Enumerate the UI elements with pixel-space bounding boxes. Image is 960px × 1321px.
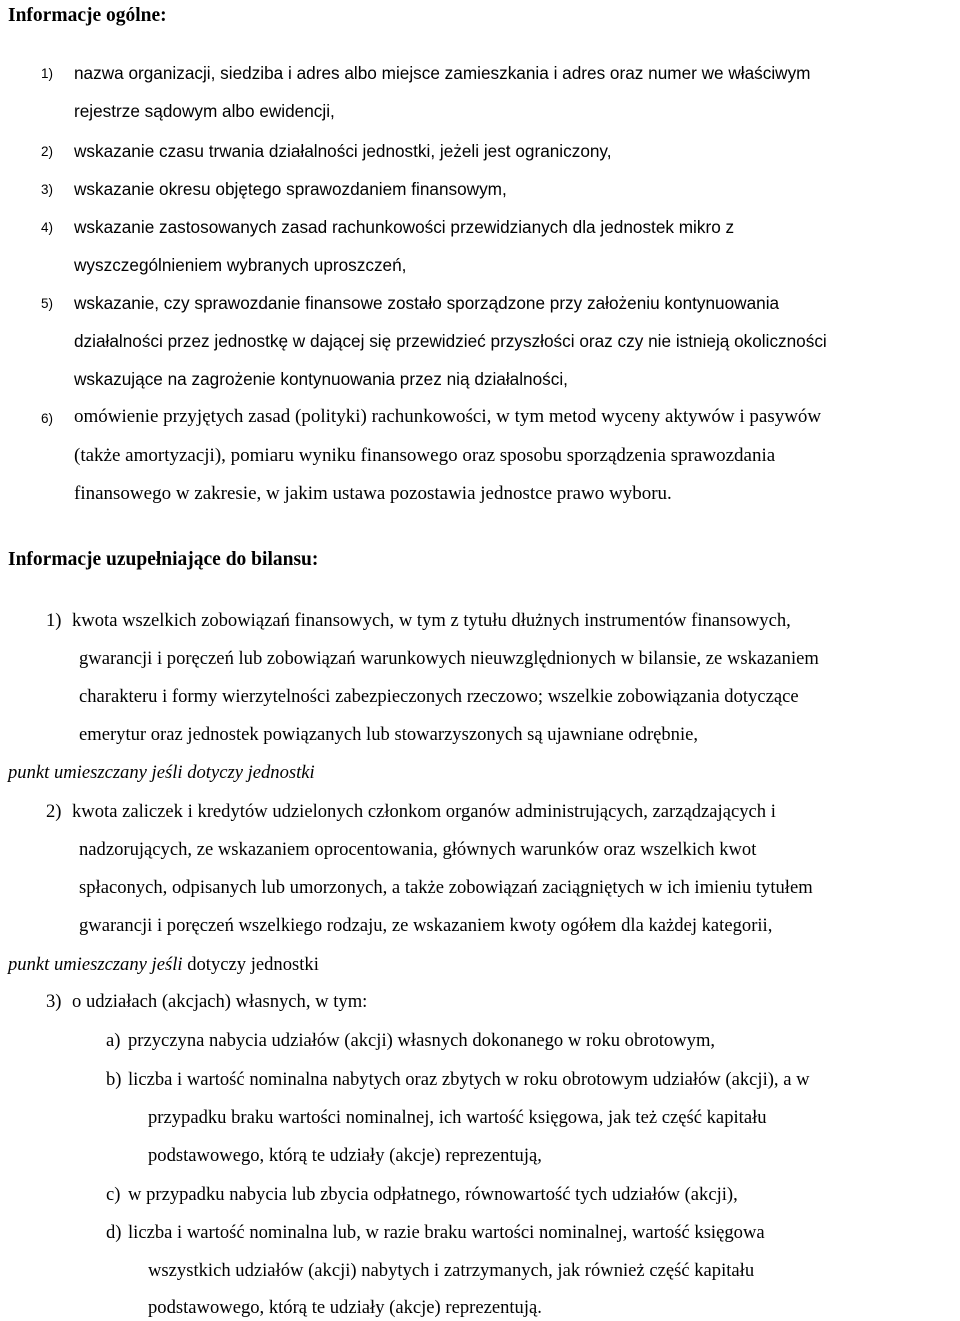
item-text: nazwa organizacji, siedziba i adres albo miejsce zamieszkania i adres oraz numer we właściwym [74,63,811,83]
item-number: 2) [41,144,54,159]
item-text: (także amortyzacji), pomiaru wyniku finansowego oraz sposobu sporządzenia sprawozdania [74,445,776,466]
item-text: wskazanie zastosowanych zasad rachunkowości przewidzianych dla jednostek mikro z [74,217,735,237]
sub-item-text: liczba i wartość nominalna nabytych oraz zbytych w roku obrotowym udziałów (akcji), a w [128,1069,810,1090]
item-number: 1) [46,610,62,631]
sub-item-text: podstawowego, którą te udziały (akcje) reprezentują. [148,1297,542,1318]
sub-item-text: przypadku braku wartości nominalnej, ich wartość księgowa, jak też część kapitału [148,1107,767,1128]
item-number: 5) [41,296,54,311]
item-text: charakteru i formy wierzytelności zabezpieczonych rzeczowo; wszelkie zobowiązania dotyczące [79,686,799,707]
item-number: 4) [41,220,54,235]
section-heading-general: Informacje ogólne: [8,5,167,26]
item-text: wskazanie, czy sprawozdanie finansowe zostało sporządzone przy założeniu kontynuowania [74,293,780,313]
item-text: gwarancji i poręczeń lub zobowiązań warunkowych nieuwzględnionych w bilansie, ze wskazaniem [79,648,819,669]
item-text: wskazanie okresu objętego sprawozdaniem finansowym, [74,179,507,199]
item-text: nadzorujących, ze wskazaniem oprocentowania, głównych warunków oraz wszelkich kwot [79,839,757,860]
note-regular-part: dotyczy jednostki [182,954,319,975]
sub-item-text: w przypadku nabycia lub zbycia odpłatnego, równowartość tych udziałów (akcji), [128,1184,738,1205]
item-number: 1) [41,66,54,81]
applicability-note [8,956,319,975]
item-text: rejestrze sądowym albo ewidencji, [74,101,335,121]
sub-item-letter: b) [106,1069,122,1090]
item-text: finansowego w zakresie, w jakim ustawa pozostawia jednostce prawo wyboru. [74,483,672,504]
item-text: spłaconych, odpisanych lub umorzonych, a także zobowiązań zaciągniętych w ich imieniu tytułem [79,877,813,898]
item-text: kwota wszelkich zobowiązań finansowych, w tym z tytułu dłużnych instrumentów finansowych, [72,610,791,631]
sub-item-letter: d) [106,1222,122,1243]
sub-item-text: liczba i wartość nominalna lub, w razie braku wartości nominalnej, wartość księgowa [128,1222,765,1243]
item-text: wyszczególnieniem wybranych uproszczeń, [74,255,407,275]
item-text: o udziałach (akcjach) własnych, w tym: [72,991,368,1012]
item-text: wskazujące na zagrożenie kontynuowania przez nią działalności, [74,369,568,389]
item-text: gwarancji i poręczeń wszelkiego rodzaju, ze wskazaniem kwoty ogółem dla każdej kategorii, [79,915,773,936]
section-heading-balance: Informacje uzupełniające do bilansu: [8,549,319,570]
item-text: emerytur oraz jednostek powiązanych lub stowarzyszonych są ujawniane odrębnie, [79,724,699,745]
sub-item-text: wszystkich udziałów (akcji) nabytych i zatrzymanych, jak również część kapitału [148,1260,755,1281]
item-number: 3) [41,182,54,197]
item-number: 2) [46,801,62,822]
item-text: działalności przez jednostkę w dającej się przewidzieć przyszłości oraz czy nie istnieją okoliczności [74,331,827,351]
sub-item-text: podstawowego, którą te udziały (akcje) reprezentują, [148,1145,542,1166]
sub-item-text: przyczyna nabycia udziałów (akcji) własnych dokonanego w roku obrotowym, [128,1030,716,1051]
note-italic-part: punkt umieszczany jeśli [8,954,183,975]
sub-item-letter: c) [106,1184,121,1205]
sub-item-letter: a) [106,1030,121,1051]
applicability-note: punkt umieszczany jeśli dotyczy jednostki [8,762,315,783]
item-text: kwota zaliczek i kredytów udzielonych członkom organów administrujących, zarządzających i [72,801,776,822]
item-text: wskazanie czasu trwania działalności jednostki, jeżeli jest ograniczony, [74,141,612,161]
item-number: 3) [46,991,62,1012]
item-number: 6) [41,411,54,426]
item-text: omówienie przyjętych zasad (polityki) rachunkowości, w tym metod wyceny aktywów i pasywów [74,406,822,427]
